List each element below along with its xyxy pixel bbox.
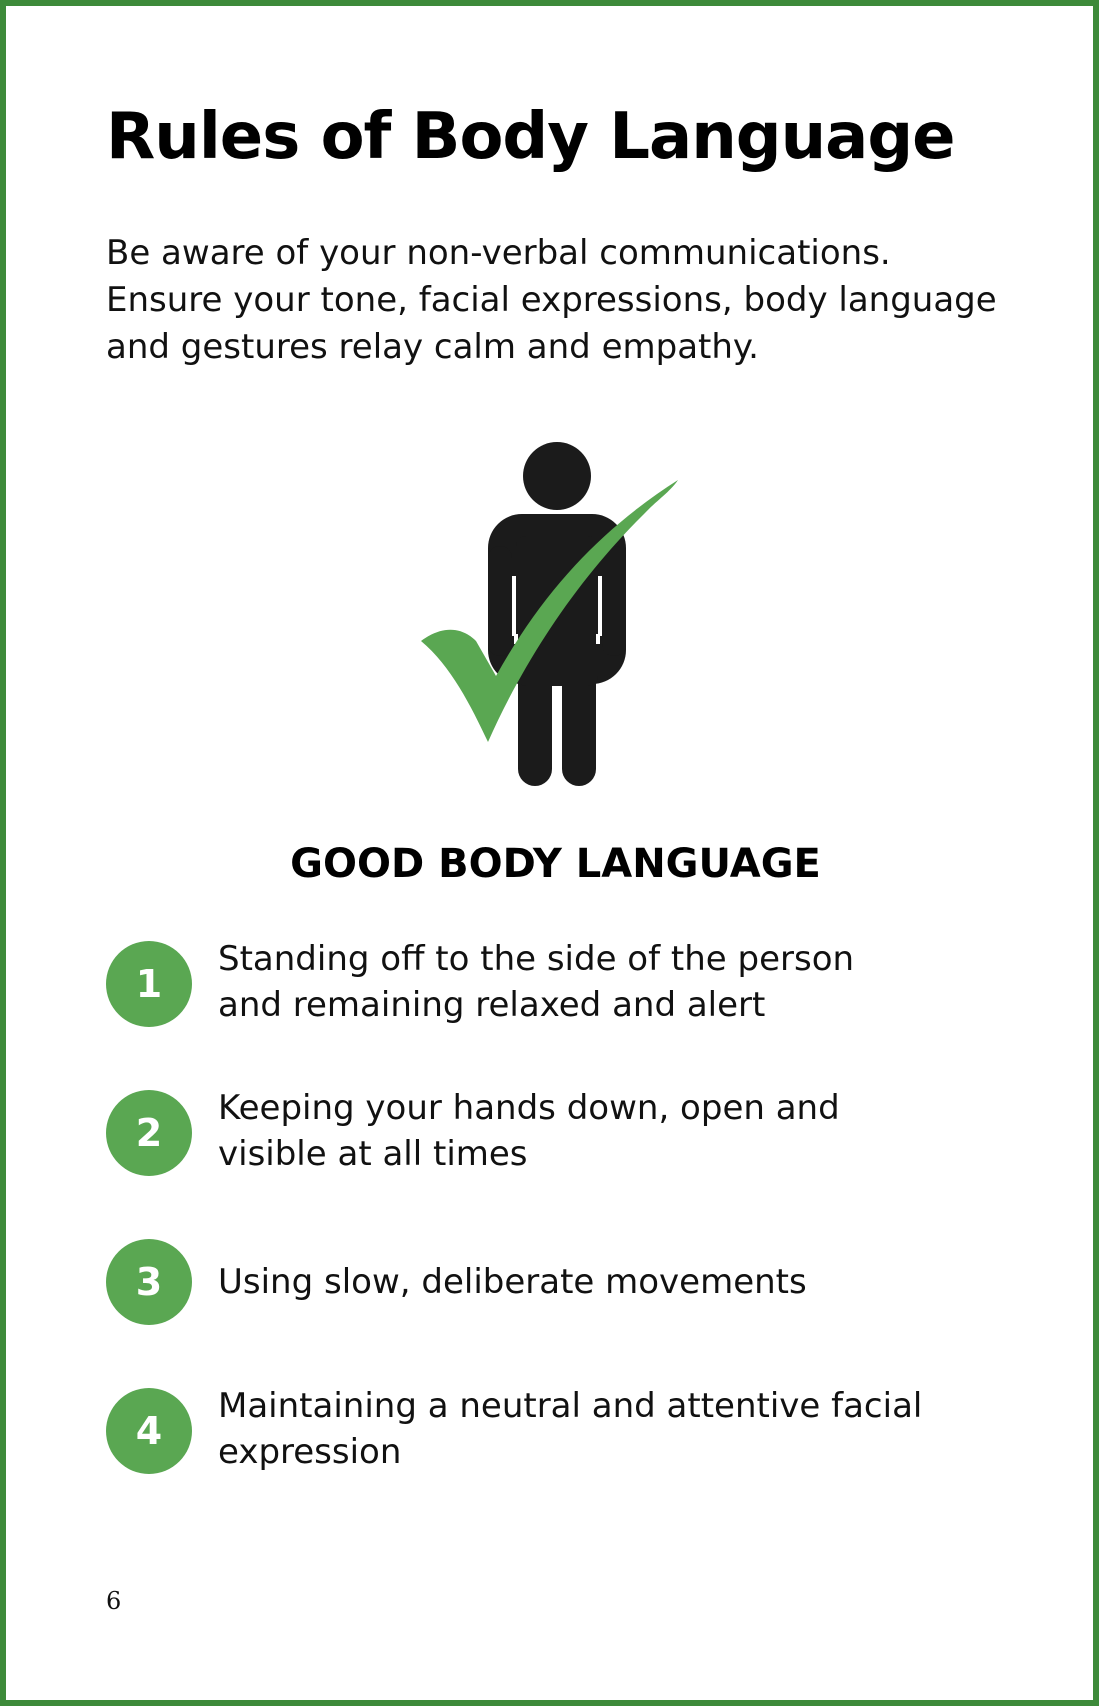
number-badge: 3	[106, 1239, 192, 1325]
rule-line: Keeping your hands down, open and	[218, 1088, 840, 1128]
number-badge: 4	[106, 1388, 192, 1474]
intro-line: Ensure your tone, facial expressions, body language	[106, 280, 997, 320]
rule-line: Using slow, deliberate movements	[218, 1262, 807, 1302]
rule-line: Maintaining a neutral and attentive facial	[218, 1386, 923, 1426]
intro-paragraph	[106, 230, 1026, 371]
rule-line: and remaining relaxed and alert	[218, 985, 766, 1025]
number-badge: 2	[106, 1090, 192, 1176]
rule-text	[218, 1085, 1018, 1177]
rule-line: visible at all times	[218, 1134, 528, 1174]
good-body-language-illustration	[416, 436, 706, 796]
page-title: Rules of Body Language	[106, 100, 955, 174]
page-number: 6	[106, 1587, 122, 1615]
list-item	[106, 1085, 1026, 1185]
rule-text	[218, 1383, 1018, 1475]
section-heading: GOOD BODY LANGUAGE	[290, 841, 821, 887]
intro-line: and gestures relay calm and empathy.	[106, 327, 759, 367]
rule-text	[218, 936, 1018, 1028]
rule-text	[218, 1259, 1018, 1305]
list-item	[106, 936, 1026, 1036]
intro-line: Be aware of your non-verbal communications.	[106, 233, 891, 273]
list-item	[106, 1234, 1026, 1334]
rule-line: expression	[218, 1432, 402, 1472]
list-item	[106, 1383, 1026, 1483]
number-badge: 1	[106, 941, 192, 1027]
rule-line: Standing off to the side of the person	[218, 939, 855, 979]
